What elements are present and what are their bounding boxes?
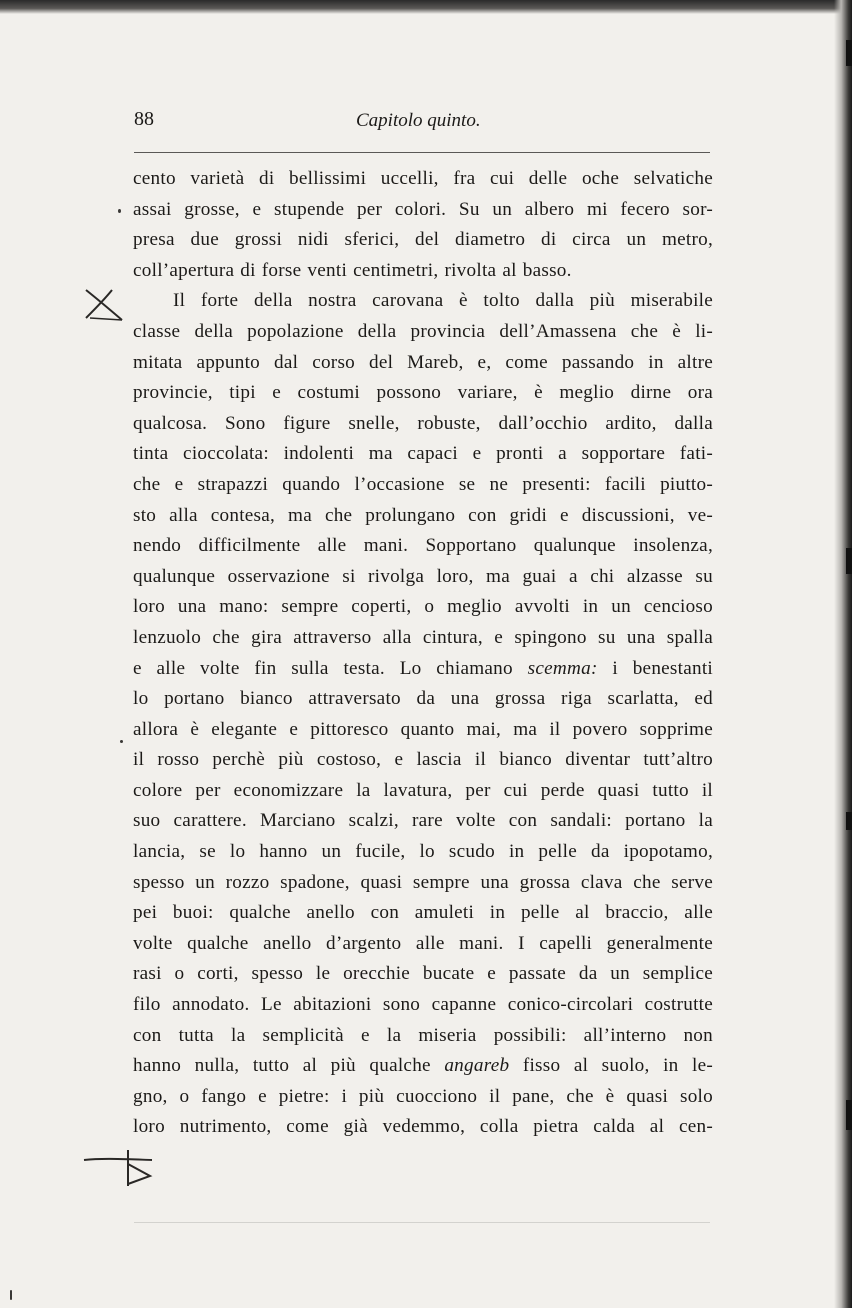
text-line: qualunque osservazione si rivolga loro, ma guai a chi alzasse su [133, 565, 713, 587]
page-top-edge [0, 0, 852, 14]
body-text [133, 164, 713, 1143]
text-line: lo portano bianco attraversato da una grossa riga scarlatta, ed [133, 688, 713, 710]
page-number: 88 [134, 108, 154, 130]
text-line: provincie, tipi e costumi possono variare, è meglio dirne ora [133, 382, 713, 404]
margin-arrow-mark-icon [82, 1138, 154, 1188]
text-line: tinta cioccolata: indolenti ma capaci e pronti a sopportare fati- [133, 443, 713, 465]
page-header [134, 108, 710, 138]
text-line [133, 654, 713, 685]
text-line: gno, o fango e pietre: i più cuocciono il pane, che è quasi solo [133, 1085, 713, 1107]
margin-x-mark-icon [82, 284, 128, 324]
text-line: lenzuolo che gira attraverso alla cintura, e spingono su una spalla [133, 626, 713, 648]
edge-tick [846, 548, 852, 574]
text-line: assai grosse, e stupende per colori. Su un albero mi fecero sor- [133, 198, 713, 220]
text-segment: e alle volte fin sulla testa. Lo chiamano [133, 657, 528, 679]
italic-term: scemma: [527, 657, 598, 679]
text-line: qualcosa. Sono figure snelle, robuste, dall’occhio ardito, dalla [133, 412, 713, 434]
ink-speck [118, 209, 121, 213]
text-line: cento varietà di bellissimi uccelli, fra cui delle oche selvatiche [133, 168, 713, 189]
text-segment: hanno nulla, tutto al più qualche [133, 1055, 445, 1077]
text-line: rasi o corti, spesso le orecchie bucate e passate da un semplice [133, 963, 713, 985]
text-line: che e strapazzi quando l’occasione se ne presenti: facili piutto- [133, 473, 713, 495]
header-rule [134, 152, 710, 153]
italic-term: angareb [444, 1055, 510, 1077]
text-line: allora è elegante e pittoresco quanto mai, ma il povero sopprime [133, 718, 713, 740]
text-line: classe della popolazione della provincia dell’Amassena che è li- [133, 320, 713, 342]
text-segment: fisso al suolo, in le- [509, 1055, 713, 1077]
text-line: loro una mano: sempre coperti, o meglio avvolti in un cencioso [133, 596, 713, 618]
text-line [133, 1051, 713, 1082]
text-line: filo annodato. Le abitazioni sono capanne conico-circolari costrutte [133, 994, 713, 1016]
ink-speck [10, 1290, 12, 1300]
edge-tick [846, 812, 852, 830]
text-segment: i benestanti [597, 657, 713, 679]
text-line: nendo difficilmente alle mani. Sopportano qualunque insolenza, [133, 535, 713, 557]
faint-rule [134, 1222, 710, 1223]
text-line: loro nutrimento, come già vedemmo, colla pietra calda al cen- [133, 1116, 713, 1138]
text-line: lancia, se lo hanno un fucile, lo scudo in pelle da ipopotamo, [133, 841, 713, 863]
text-line: con tutta la semplicità e la miseria possibili: all’interno non [133, 1024, 713, 1046]
text-line: volte qualche anello d’argento alle mani. I capelli generalmente [133, 932, 713, 954]
ink-speck [120, 740, 123, 743]
text-line: coll’apertura di forse venti centimetri, rivolta al basso. [133, 259, 572, 281]
text-line: spesso un rozzo spadone, quasi sempre una grossa clava che serve [133, 871, 713, 893]
text-line: mitata appunto dal corso del Mareb, e, come passando in altre [133, 351, 713, 373]
text-line: colore per economizzare la lavatura, per cui perde quasi tutto il [133, 779, 713, 801]
text-line: pei buoi: qualche anello con amuleti in pelle al braccio, alle [133, 902, 713, 924]
text-line: il rosso perchè più costoso, e lascia il bianco diventar tutt’altro [133, 749, 713, 771]
paragraph-first-line: Il forte della nostra carovana è tolto dalla più miserabile [173, 290, 713, 312]
text-line: sto alla contesa, ma che prolungano con gridi e discussioni, ve- [133, 504, 713, 526]
running-title: Capitolo quinto. [356, 110, 481, 131]
edge-tick [846, 40, 852, 66]
edge-tick [846, 1100, 852, 1130]
text-line: presa due grossi nidi sferici, del diametro di circa un metro, [133, 229, 713, 251]
text-line: suo carattere. Marciano scalzi, rare volte con sandali: portano la [133, 810, 713, 832]
